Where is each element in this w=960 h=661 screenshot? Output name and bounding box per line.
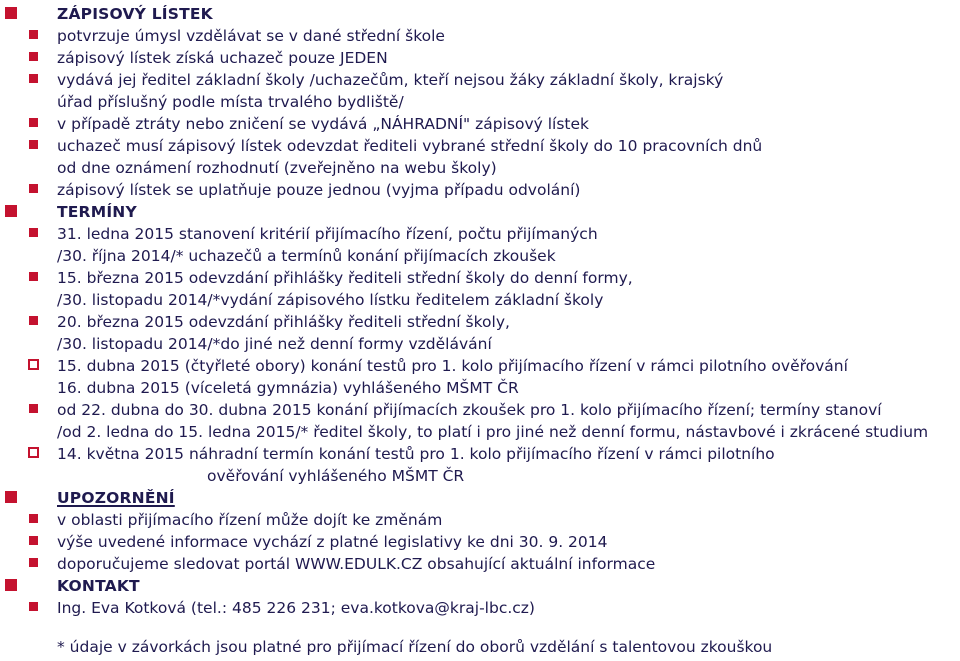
square-bullet-icon (29, 272, 38, 281)
square-bullet-icon (29, 140, 38, 149)
list-item-text: ověřování vyhlášeného MŠMT ČR (207, 467, 465, 485)
list-item (0, 355, 960, 377)
list-item-text: 15. dubna 2015 (čtyřleté obory) konání testů pro 1. kolo přijímacího řízení v rámci pilotního ověřování (57, 357, 848, 375)
list-item (0, 135, 960, 157)
list-item (0, 267, 960, 289)
list-item (0, 47, 960, 69)
list-item (0, 223, 960, 245)
list-item (0, 25, 960, 47)
list-item-text: Ing. Eva Kotková (tel.: 485 226 231; eva.kotkova@kraj-lbc.cz) (57, 599, 535, 617)
square-bullet-icon (29, 30, 38, 39)
list-item (0, 3, 960, 25)
square-bullet-icon (5, 7, 17, 19)
list-item (0, 487, 960, 509)
square-bullet-icon (29, 184, 38, 193)
list-item-text: od 22. dubna do 30. dubna 2015 konání přijímacích zkoušek pro 1. kolo přijímacího řízení; termíny stanoví (57, 401, 882, 419)
list-item (0, 399, 960, 421)
list-item (0, 531, 960, 553)
square-bullet-icon (29, 558, 38, 567)
list-item-text: /30. listopadu 2014/*vydání zápisového lístku ředitelem základní školy (57, 291, 604, 309)
list-item-text: uchazeč musí zápisový lístek odevzdat řediteli vybrané střední školy do 10 pracovních dnů (57, 137, 763, 155)
hollow-square-bullet-icon (28, 447, 39, 458)
list-item (0, 179, 960, 201)
list-item (0, 311, 960, 333)
list-item-text: úřad příslušný podle místa trvalého bydliště/ (57, 93, 404, 111)
list-item-text: zápisový lístek získá uchazeč pouze JEDEN (57, 49, 388, 67)
list-item (0, 575, 960, 597)
list-item-text: 20. března 2015 odevzdání přihlášky řediteli střední školy, (57, 313, 510, 331)
list-item-text: /od 2. ledna do 15. ledna 2015/* ředitel školy, to platí i pro jiné než denní formu, nástavbové i zkrácené studium (57, 423, 929, 441)
square-bullet-icon (5, 579, 17, 591)
list-item (0, 443, 960, 465)
list-item (0, 69, 960, 91)
square-bullet-icon (29, 118, 38, 127)
section-heading: UPOZORNĚNÍ (57, 489, 175, 507)
list-item-text: potvrzuje úmysl vzdělávat se v dané střední škole (57, 27, 445, 45)
square-bullet-icon (29, 74, 38, 83)
list-item (0, 245, 960, 267)
list-item (0, 377, 960, 399)
square-bullet-icon (29, 316, 38, 325)
square-bullet-icon (29, 228, 38, 237)
list-item (0, 465, 960, 487)
list-item-text: /30. listopadu 2014/*do jiné než denní formy vzdělávání (57, 335, 492, 353)
list-item-text: výše uvedené informace vychází z platné legislativy ke dni 30. 9. 2014 (57, 533, 608, 551)
square-bullet-icon (29, 536, 38, 545)
section-heading: KONTAKT (57, 577, 140, 595)
footnote: * údaje v závorkách jsou platné pro přijímací řízení do oborů vzdělání s talentovou zkouškou (57, 638, 773, 656)
list-item-text: doporučujeme sledovat portál WWW.EDULK.CZ obsahující aktuální informace (57, 555, 656, 573)
square-bullet-icon (29, 52, 38, 61)
list-item (0, 157, 960, 179)
list-item-text: 14. května 2015 náhradní termín konání testů pro 1. kolo přijímacího řízení v rámci pilotního (57, 445, 775, 463)
square-bullet-icon (29, 404, 38, 413)
list-item-text: 15. března 2015 odevzdání přihlášky řediteli střední školy do denní formy, (57, 269, 633, 287)
list-item-text: 16. dubna 2015 (víceletá gymnázia) vyhlášeného MŠMT ČR (57, 379, 519, 397)
list-item (0, 91, 960, 113)
list-item-text: v případě ztráty nebo zničení se vydává „NÁHRADNÍ" zápisový lístek (57, 115, 590, 133)
list-item (0, 597, 960, 619)
square-bullet-icon (29, 514, 38, 523)
section-heading: ZÁPISOVÝ LÍSTEK (57, 5, 213, 23)
section-heading: TERMÍNY (57, 203, 137, 221)
square-bullet-icon (29, 602, 38, 611)
list-item-text: od dne oznámení rozhodnutí (zveřejněno na webu školy) (57, 159, 497, 177)
list-item (0, 509, 960, 531)
list-item-text: 31. ledna 2015 stanovení kritérií přijímacího řízení, počtu přijímaných (57, 225, 598, 243)
list-item (0, 113, 960, 135)
list-item (0, 553, 960, 575)
list-item (0, 289, 960, 311)
list-item (0, 421, 960, 443)
hollow-square-bullet-icon (28, 359, 39, 370)
list-item (0, 333, 960, 355)
list-item (0, 201, 960, 223)
list-item-text: zápisový lístek se uplatňuje pouze jednou (vyjma případu odvolání) (57, 181, 581, 199)
list-item-text: vydává jej ředitel základní školy /uchazečům, kteří nejsou žáky základní školy, krajský (57, 71, 724, 89)
square-bullet-icon (5, 491, 17, 503)
list-item-text: v oblasti přijímacího řízení může dojít ke změnám (57, 511, 443, 529)
square-bullet-icon (5, 205, 17, 217)
list-item-text: /30. října 2014/* uchazečů a termínů konání přijímacích zkoušek (57, 247, 556, 265)
